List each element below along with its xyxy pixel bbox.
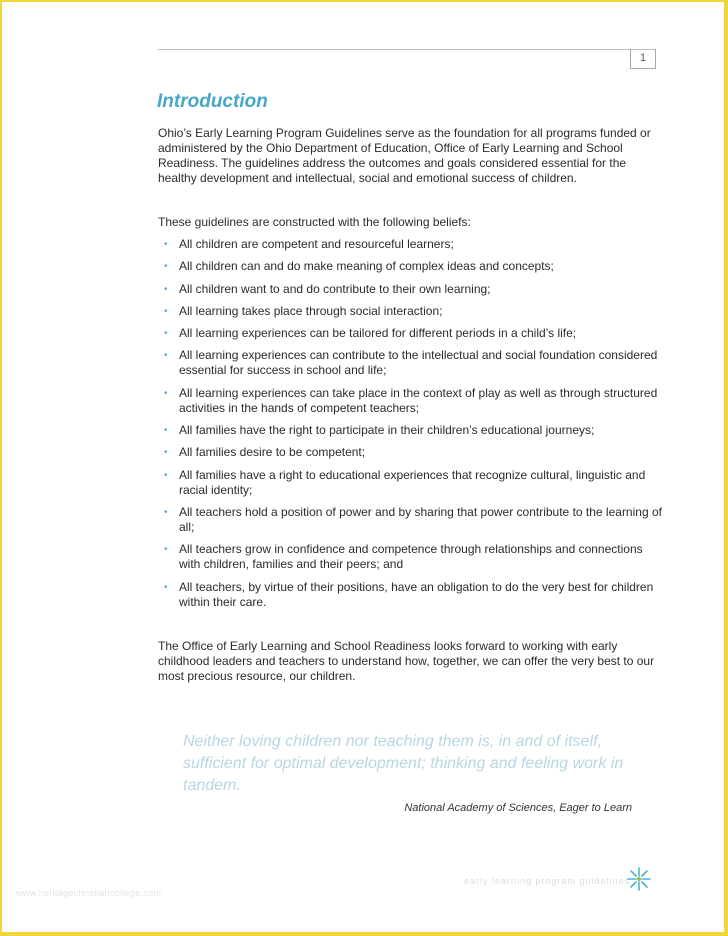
beliefs-intro: These guidelines are constructed with the following beliefs: xyxy=(158,215,471,229)
belief-text: All families have the right to participate in their children’s educational journeys; xyxy=(179,423,595,438)
belief-item xyxy=(164,348,664,378)
bullet-icon: • xyxy=(164,239,168,250)
belief-item xyxy=(164,304,664,319)
bullet-icon: • xyxy=(164,469,168,481)
belief-text: All families desire to be competent; xyxy=(179,445,366,460)
document-page xyxy=(2,2,724,932)
bullet-icon: • xyxy=(164,506,168,518)
section-heading: Introduction xyxy=(157,91,268,112)
bullet-icon: • xyxy=(164,261,168,273)
belief-item xyxy=(164,423,664,438)
star-burst-icon xyxy=(626,866,652,892)
belief-text: All children want to and do contribute to their own learning; xyxy=(179,281,491,296)
quote-attribution: National Academy of Sciences, Eager to Learn xyxy=(404,802,632,814)
header-rule xyxy=(158,49,656,50)
bullet-icon: • xyxy=(164,425,168,437)
belief-item xyxy=(164,386,664,416)
belief-text: All children are competent and resourceful learners; xyxy=(179,237,454,251)
belief-item xyxy=(164,326,664,341)
belief-item xyxy=(164,237,664,252)
belief-text: All learning experiences can take place in the context of play as well as through structured activities in the hands of competent teachers; xyxy=(179,385,658,415)
belief-text: All families have a right to educational experiences that recognize cultural, linguistic and racial identity; xyxy=(179,467,646,497)
bullet-icon: • xyxy=(164,447,168,459)
bullet-icon: • xyxy=(164,581,168,593)
footer-text: early learning program guidelines xyxy=(464,876,631,886)
bullet-icon: • xyxy=(164,283,168,295)
belief-item xyxy=(164,282,664,297)
belief-text: All teachers grow in confidence and competence through relationships and connections with children, families and their peers; and xyxy=(179,542,643,572)
page-number: 1 xyxy=(630,49,656,69)
watermark: www.heritagechristiancollege.com xyxy=(16,888,162,898)
belief-item xyxy=(164,445,664,460)
intro-paragraph: Ohio’s Early Learning Program Guidelines serve as the foundation for all programs funded or administered by the Ohio Department of Education, Office of Early Learning and School Readiness. The guidelines address the outcomes and goals considered essential for the healthy development and intellectual, social and emotional success of children. xyxy=(158,126,651,185)
belief-item xyxy=(164,505,664,535)
belief-text: All children can and do make meaning of complex ideas and concepts; xyxy=(179,259,554,274)
bullet-icon: • xyxy=(164,387,168,399)
bullet-icon: • xyxy=(164,544,168,556)
belief-item xyxy=(164,259,664,274)
bullet-icon: • xyxy=(164,328,168,340)
belief-text: All teachers hold a position of power and by sharing that power contribute to the learning of all; xyxy=(179,504,662,534)
pull-quote: Neither loving children nor teaching them is, in and of itself, sufficient for optimal development; thinking and feeling work in tandem. xyxy=(183,733,624,794)
belief-text: All learning experiences can contribute to the intellectual and social foundation considered essential for success in school and life; xyxy=(179,348,658,378)
belief-item xyxy=(164,542,664,572)
belief-item xyxy=(164,468,664,498)
bullet-icon: • xyxy=(164,350,168,362)
bullet-icon: • xyxy=(164,305,168,317)
belief-text: All teachers, by virtue of their positions, have an obligation to do the very best for children within their care. xyxy=(179,579,654,609)
belief-item xyxy=(164,580,664,610)
belief-text: All learning experiences can be tailored for different periods in a child’s life; xyxy=(179,326,577,341)
closing-paragraph: The Office of Early Learning and School Readiness looks forward to working with early childhood leaders and teachers to understand how, together, we can offer the very best to our most precious resource, our children. xyxy=(158,639,655,683)
beliefs-list xyxy=(164,237,664,617)
belief-text: All learning takes place through social interaction; xyxy=(179,303,443,318)
